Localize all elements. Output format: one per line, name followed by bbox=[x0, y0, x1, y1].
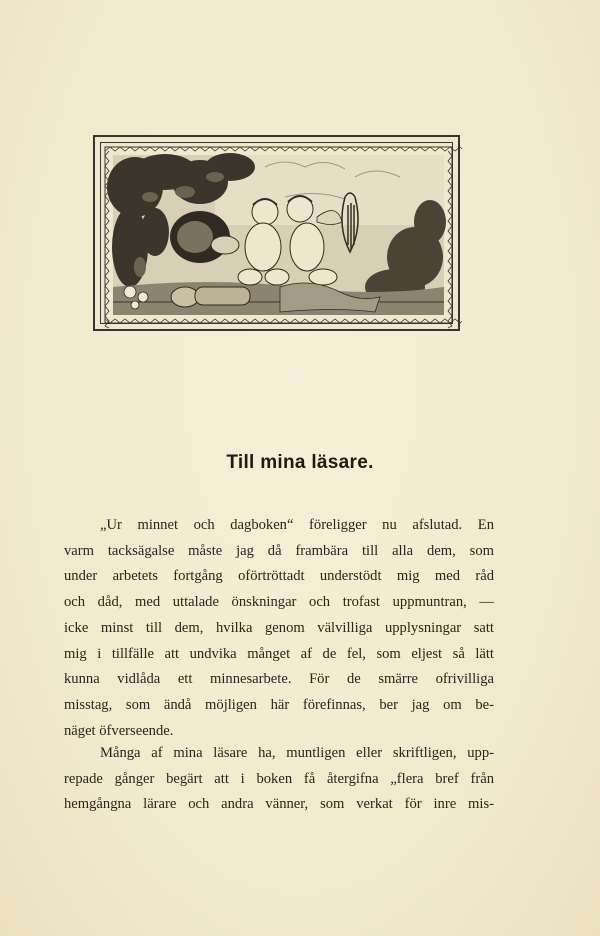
text-line: varm tacksägalse måste jag då frambära till alla dem, som bbox=[64, 542, 494, 559]
text-line: näget öfverseende. bbox=[64, 722, 174, 739]
page-title: Till mina läsare. bbox=[226, 452, 374, 473]
vignette-drawing bbox=[95, 137, 462, 333]
text-line: och dåd, med uttalade önskningar och trofast uppmuntran, — bbox=[64, 594, 494, 611]
text-line: icke minst till dem, hvilka genom välvilliga upplysningar satt bbox=[64, 619, 494, 636]
cherubs-vignette-icon bbox=[93, 135, 460, 331]
text-line: misstag, som ändå möjligen här förefinnas, ber jag om be- bbox=[64, 696, 494, 713]
text-line: Många af mina läsare ha, muntligen eller skriftligen, upp- bbox=[100, 745, 494, 761]
text-line: mig i tillfälle att undvika månget af de fel, som eljest så lätt bbox=[64, 645, 494, 662]
text-line: kunna vidlåda ett minnesarbete. För de smärre ofrivilliga bbox=[64, 671, 494, 688]
text-line: „Ur minnet och dagboken“ föreligger nu afslutad. En bbox=[100, 517, 494, 533]
text-line: repade gånger begärt att i boken få återgifna „flera bref från bbox=[64, 770, 494, 787]
text-line: hemgångna lärare och andra vänner, som verkat för inre mis- bbox=[64, 796, 494, 813]
paragraph-1 bbox=[64, 513, 494, 744]
text-line: under arbetets fortgång oförtröttadt understödt mig med råd bbox=[64, 568, 494, 585]
paragraph-2 bbox=[64, 741, 494, 818]
